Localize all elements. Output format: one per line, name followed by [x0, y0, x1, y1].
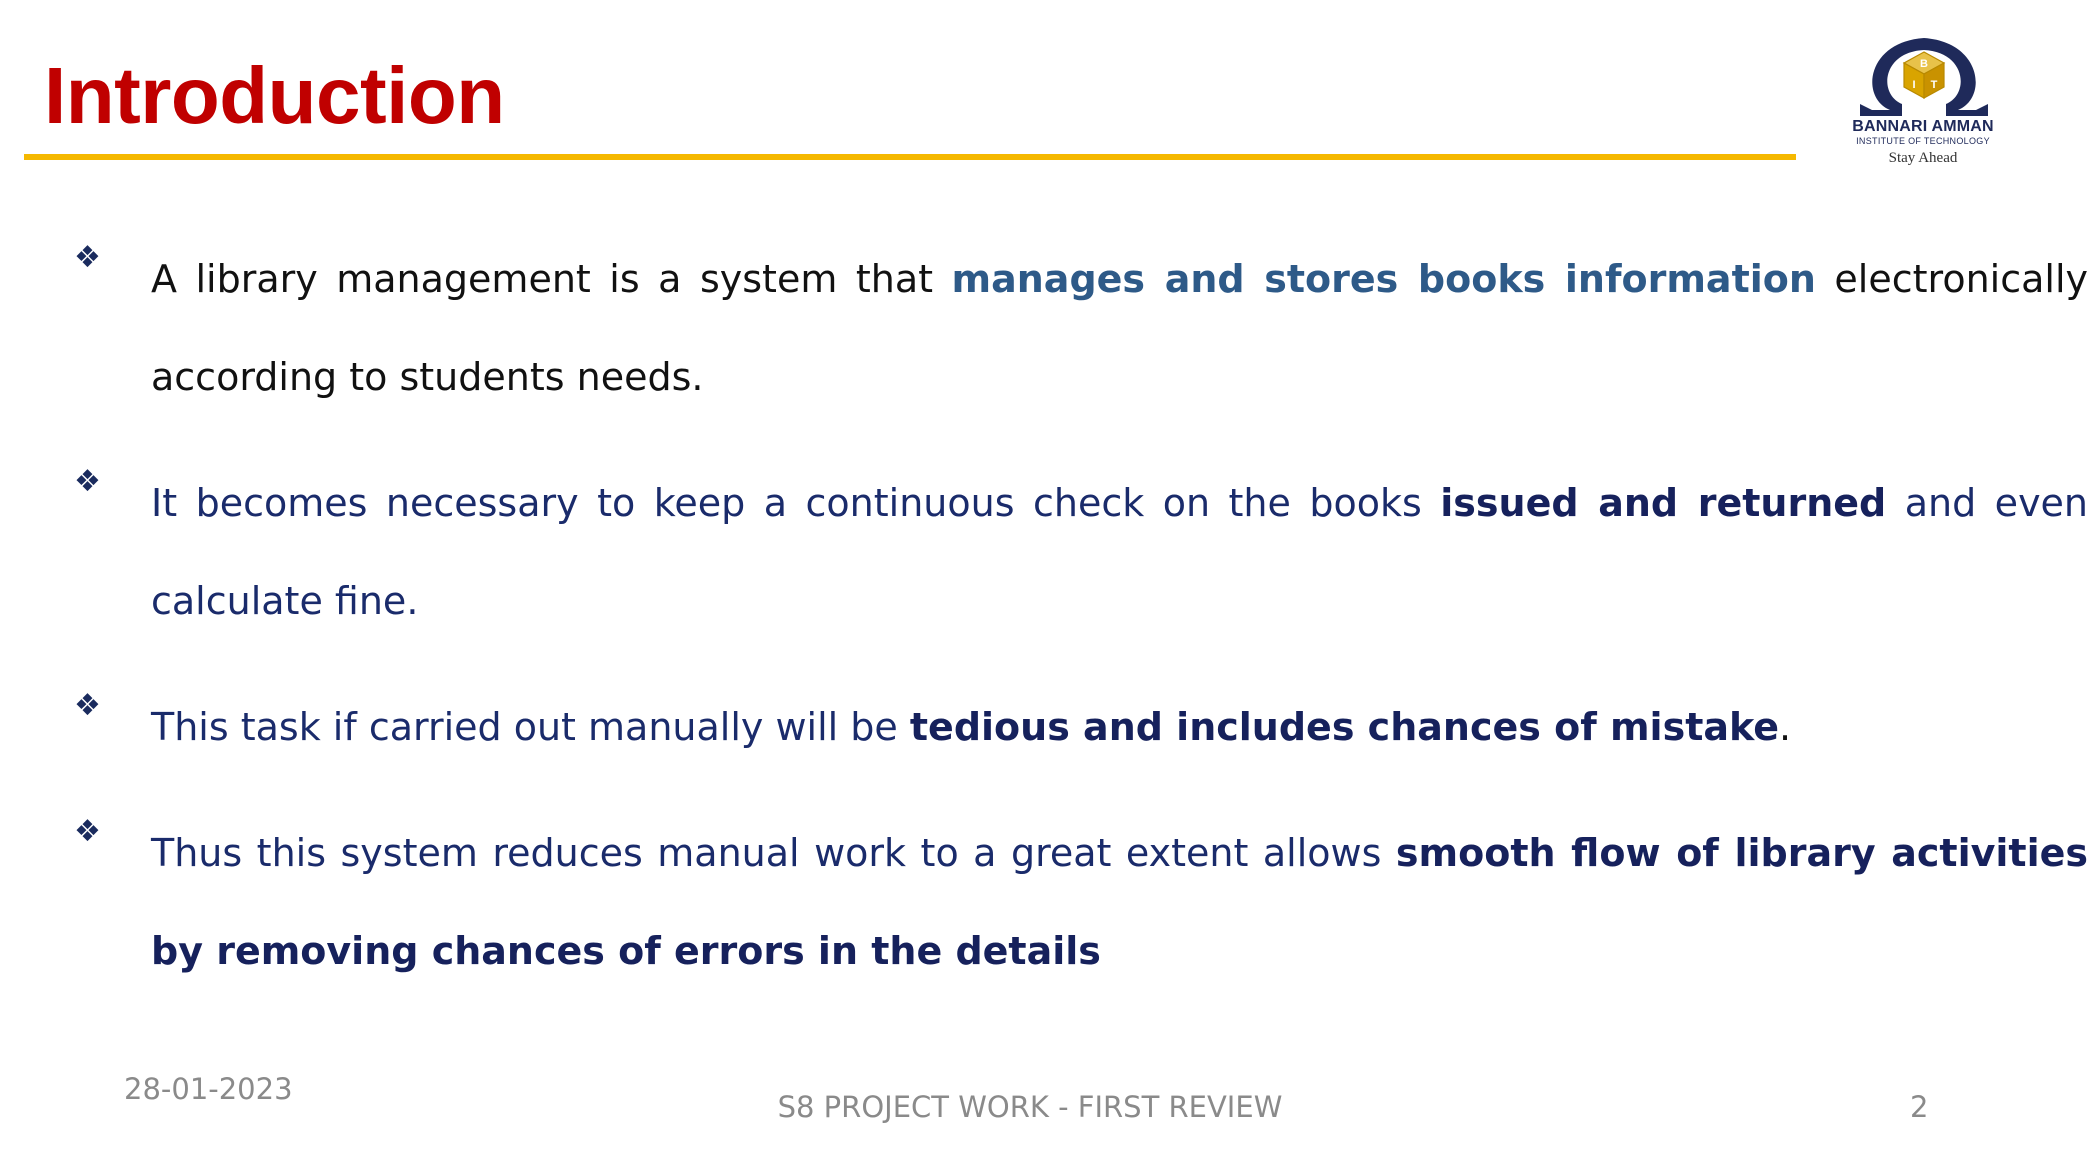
logo-name: BANNARI AMMAN [1852, 118, 1994, 135]
footer-title: S8 PROJECT WORK - FIRST REVIEW [777, 1090, 1283, 1124]
bullet-highlight: smooth flow of library activities by removing chances of errors in the details [151, 831, 2088, 973]
diamond-bullet-icon: ❖ [74, 464, 101, 499]
title-underline [24, 154, 1796, 160]
bullet-text-run: Thus this system reduces manual work to a great extent allows [151, 831, 1396, 875]
bullet-text [151, 678, 2088, 776]
footer-date: 28-01-2023 [124, 1072, 293, 1106]
bullet-text [151, 804, 2088, 1000]
page-number: 2 [1910, 1090, 1929, 1124]
bullet-highlight: issued and returned [1440, 481, 1887, 525]
bullet-text-run: It becomes necessary to keep a continuous check on the books [151, 481, 1441, 525]
logo-monogram-g: B [1920, 58, 1928, 70]
diamond-bullet-icon: ❖ [74, 240, 101, 275]
bullet-highlight: manages and stores books information [951, 257, 1816, 301]
logo-tagline: Stay Ahead [1888, 150, 1958, 166]
diamond-bullet-icon: ❖ [74, 688, 101, 723]
logo-subtitle: INSTITUTE OF TECHNOLOGY [1856, 136, 1990, 146]
omega-emblem-icon [1838, 30, 2008, 120]
diamond-bullet-icon: ❖ [74, 814, 101, 849]
bullet-highlight: tedious and includes chances of mistake [909, 705, 1780, 749]
bullet-text-run: A library management is a system that [151, 257, 952, 301]
page-title: Introduction [44, 51, 505, 140]
logo-monogram-t: T [1930, 79, 1938, 91]
bullet-text-run: . [1779, 705, 1792, 749]
bullet-text-run: and even calculate fine. [151, 481, 2088, 623]
bullet-text [151, 454, 2088, 650]
logo-monogram-i: I [1912, 79, 1916, 91]
bullet-text-run: This task if carried out manually will be [151, 705, 910, 749]
institute-logo [1838, 30, 2008, 170]
bullet-text-run: electronically according to students needs. [151, 257, 2088, 399]
bullet-text [151, 230, 2088, 426]
